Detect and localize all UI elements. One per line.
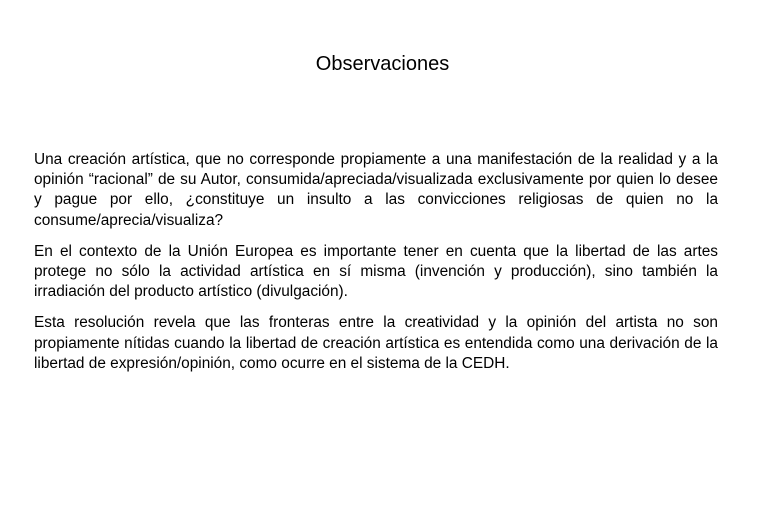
paragraph-2: En el contexto de la Unión Europea es importante tener en cuenta que la libertad de las artes protege no sólo la actividad artística en sí misma (invención y producción), sino también la irradiación del producto artístico (divulgación). [34, 242, 718, 301]
slide-title: Observaciones [315, 53, 450, 75]
slide-body [34, 150, 718, 385]
paragraph-1: Una creación artística, que no corresponde propiamente a una manifestación de la realidad y a la opinión “racional” de su Autor, consumida/apreciada/visualizada exclusivamente por quien lo desee y pague por ello, ¿constituye un insulto a las convicciones religiosas de quien no la consume/aprecia/visualiza? [34, 151, 718, 229]
paragraph-3: Esta resolución revela que las fronteras entre la creatividad y la opinión del artista no son propiamente nítidas cuando la libertad de creación artística es entendida como una derivación de la libertad de expresión/opinión, como ocurre en el sistema de la CEDH. [34, 314, 718, 372]
